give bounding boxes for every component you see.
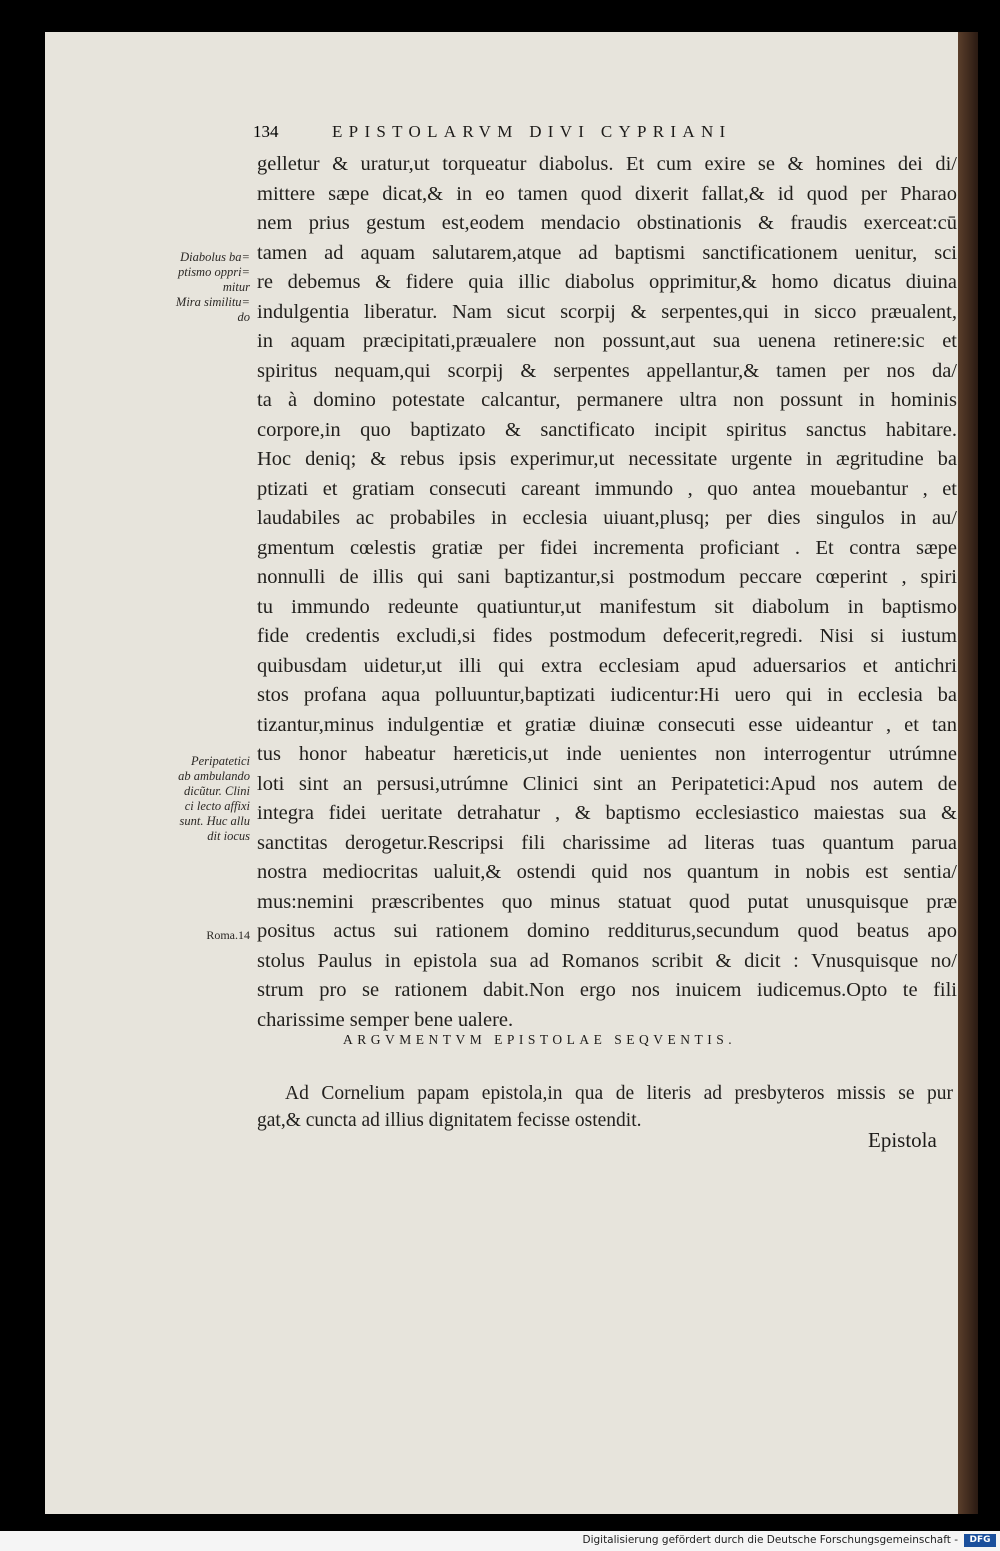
text-line: gelletur & uratur,ut torqueatur diabolus. Et cum exire se & homines dei di/ (257, 153, 957, 175)
text-line: nonnulli de illis qui sani baptizantur,si postmodum peccare cœperint , spiri (257, 566, 957, 588)
text-line: mus:nemini præscribentes quo minus statuat quod putat unusquisque præ (257, 890, 957, 913)
text-line: gat,& cuncta ad illius dignitatem fecisse ostendit. (257, 1110, 642, 1131)
dfg-logo: DFG (964, 1534, 996, 1547)
margin-note-line: do (237, 310, 250, 324)
text-line: integra fidei ueritate detrahatur , & baptismo ecclesiastico maiestas sua & (257, 802, 957, 824)
text-line: loti sint an persusi,utrúmne Clinici sint an Peripatetici:Apud nos autem de (257, 772, 957, 795)
margin-note-line: ptismo oppri= (178, 265, 250, 279)
body-text (257, 150, 957, 1035)
text-line: re debemus & fidere quia illic diabolus opprimitur,& homo dicatus diuina (257, 271, 957, 293)
text-line: quibusdam uidetur,ut illi qui extra ecclesiam apud aduersarios et antichri (257, 654, 957, 677)
text-line: nem prius gestum est,eodem mendacio obstinationis & fraudis exerceat:cū (257, 212, 957, 234)
catchword: Epistola (868, 1128, 937, 1152)
running-title: EPISTOLARVM DIVI CYPRIANI (332, 122, 732, 141)
margin-note (150, 250, 250, 325)
margin-note-reference: Roma.14 (206, 928, 250, 942)
text-line: tizantur,minus indulgentiæ et gratiæ diuinæ consecuti esse uideantur , et tan (257, 713, 957, 736)
text-line: spiritus nequam,qui scorpij & serpentes appellantur,& tamen per nos da/ (257, 359, 957, 382)
margin-note-line: ab ambulando (178, 769, 250, 783)
text-line: fide credentis excludi,si fides postmodum defecerit,regredi. Nisi si iustum (257, 625, 957, 647)
footer-credit: Digitalisierung gefördert durch die Deutsche Forschungsgemeinschaft - (582, 1534, 958, 1546)
text-line: stolus Paulus in epistola sua ad Romanos scribit & dicit : Vnusquisque no/ (257, 949, 957, 972)
text-line: corpore,in quo baptizato & sanctificato incipit spiritus sanctus habitare. (257, 418, 957, 441)
margin-note-line: sunt. Huc allu (179, 814, 250, 828)
text-line: tus honor habeatur hæreticis,ut inde uenientes non interrogentur utrúmne (257, 743, 957, 765)
text-line: nostra mediocritas ualuit,& ostendi quid nos quantum in nobis est sentia/ (257, 861, 957, 883)
text-line: laudabiles ac probabiles in ecclesia uiuant,plusq; per dies singulos in au/ (257, 507, 957, 529)
margin-note-line: dicũtur. Clini (184, 784, 250, 798)
text-line: stos profana aqua polluuntur,baptizati iudicentur:Hi uero qui in ecclesia ba (257, 684, 957, 706)
margin-note-line: Peripatetici (190, 754, 250, 768)
text-line: ta à domino potestate calcantur, permanere ultra non possunt in hominis (257, 389, 957, 411)
text-line: mittere sæpe dicat,& in eo tamen quod dixerit fallat,& id quod per Pharao (257, 182, 957, 205)
argument-text (257, 1080, 953, 1134)
margin-note-line: ci lecto affixi (184, 799, 250, 813)
text-line: positus actus sui rationem domino redditurus,secundum quod beatus apo (257, 920, 957, 942)
text-line: in aquam præcipitati,præualere non possunt,aut sua uenena retinere:sic et (257, 330, 957, 352)
text-line: charissime semper bene ualere. (257, 1008, 514, 1031)
argument-title: ARGVMENTVM EPISTOLAE SEQVENTIS. (343, 1032, 737, 1047)
text-line: strum pro se rationem dabit.Non ergo nos inuicem iudicemus.Opto te fili (257, 979, 957, 1001)
text-line: ptizati et gratiam consecuti careant immundo , quo antea mouebantur , et (257, 477, 957, 500)
margin-note-line: Mira similitu= (175, 295, 250, 309)
text-line: tamen ad aquam salutarem,atque ad baptismi sanctificationem uenitur, sci (257, 241, 957, 264)
text-line: Hoc deniq; & rebus ipsis experimur,ut necessitate urgente in ægritudine ba (257, 448, 957, 470)
footer-bar (0, 1531, 1000, 1551)
text-line: tu immundo redeunte quatiuntur,ut manifestum sit diabolum in baptismo (257, 595, 957, 618)
text-line: indulgentia liberatur. Nam sicut scorpij & serpentes,qui in sicco præualent, (257, 300, 957, 323)
margin-note-line: mitur (222, 280, 250, 294)
page-edge (958, 32, 978, 1514)
margin-note-line: dit iocus (207, 829, 250, 843)
text-line: sanctitas derogetur.Rescripsi fili charissime ad literas tuas quantum parua (257, 831, 957, 854)
text-line: gmentum cœlestis gratiæ per fidei incrementa proficiant . Et contra sæpe (257, 536, 957, 559)
page-number: 134 (253, 122, 279, 141)
text-line: Ad Cornelium papam epistola,in qua de literis ad presbyteros missis se pur (285, 1083, 953, 1104)
margin-note (140, 754, 250, 844)
margin-note-line: Diabolus ba= (180, 250, 250, 264)
